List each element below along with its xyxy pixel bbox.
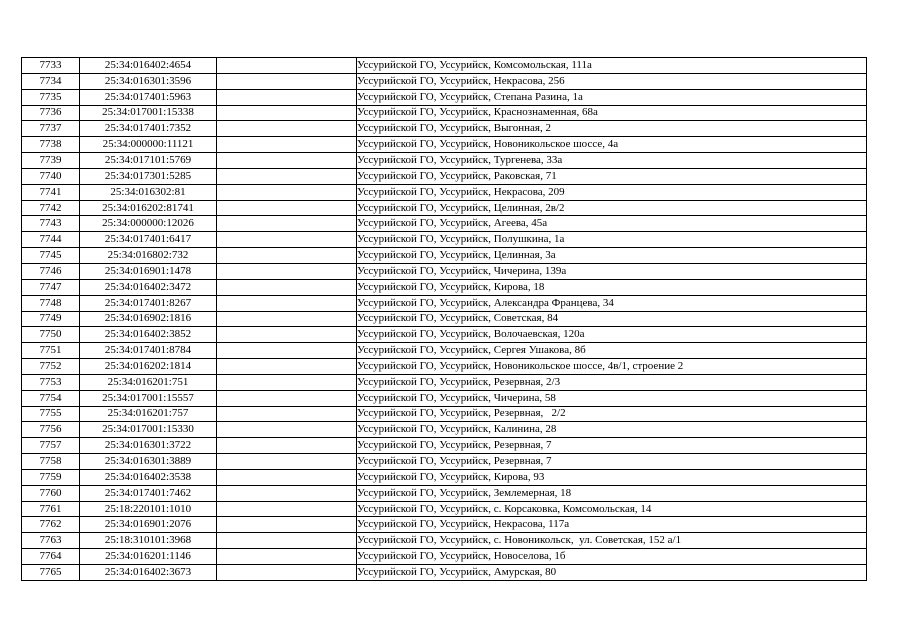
row-number-cell: 7752: [22, 359, 80, 375]
table-row: [22, 406, 867, 422]
table-row: [22, 533, 867, 549]
address-cell: Уссурийской ГО, Уссурийск, с. Корсаковка, Комсомольская, 14: [357, 501, 867, 517]
row-number-cell: 7751: [22, 343, 80, 359]
empty-cell: [217, 168, 357, 184]
row-number-cell: 7761: [22, 501, 80, 517]
empty-cell: [217, 121, 357, 137]
table-row: [22, 232, 867, 248]
address-cell: Уссурийской ГО, Уссурийск, Выгонная, 2: [357, 121, 867, 137]
table-row: [22, 263, 867, 279]
row-number-cell: 7740: [22, 168, 80, 184]
cadastral-number-cell: 25:18:220101:1010: [80, 501, 217, 517]
cadastral-number-cell: 25:34:017401:8267: [80, 295, 217, 311]
row-number-cell: 7744: [22, 232, 80, 248]
table-row: [22, 216, 867, 232]
address-cell: Уссурийской ГО, Уссурийск, Чичерина, 139а: [357, 263, 867, 279]
address-cell: Уссурийской ГО, Уссурийск, Резервная, 2/3: [357, 374, 867, 390]
cadastral-number-cell: 25:34:016201:757: [80, 406, 217, 422]
cadastral-number-cell: 25:34:016301:3889: [80, 454, 217, 470]
registry-table-body: [22, 58, 867, 581]
empty-cell: [217, 279, 357, 295]
table-row: [22, 517, 867, 533]
cadastral-number-cell: 25:34:016202:1814: [80, 359, 217, 375]
table-row: [22, 184, 867, 200]
cadastral-number-cell: 25:34:016202:81741: [80, 200, 217, 216]
empty-cell: [217, 422, 357, 438]
table-row: [22, 248, 867, 264]
address-cell: Уссурийской ГО, Уссурийск, Землемерная, 18: [357, 485, 867, 501]
row-number-cell: 7757: [22, 438, 80, 454]
cadastral-number-cell: 25:34:017401:6417: [80, 232, 217, 248]
address-cell: Уссурийской ГО, Уссурийск, Целинная, 3а: [357, 248, 867, 264]
table-row: [22, 454, 867, 470]
address-cell: Уссурийской ГО, Уссурийск, Кирова, 18: [357, 279, 867, 295]
table-row: [22, 485, 867, 501]
empty-cell: [217, 438, 357, 454]
registry-sheet: [21, 57, 867, 581]
cadastral-number-cell: 25:34:016802:732: [80, 248, 217, 264]
empty-cell: [217, 73, 357, 89]
cadastral-number-cell: 25:34:017401:7352: [80, 121, 217, 137]
empty-cell: [217, 248, 357, 264]
row-number-cell: 7763: [22, 533, 80, 549]
table-row: [22, 501, 867, 517]
table-row: [22, 121, 867, 137]
row-number-cell: 7738: [22, 137, 80, 153]
cadastral-number-cell: 25:34:016901:1478: [80, 263, 217, 279]
empty-cell: [217, 58, 357, 74]
table-row: [22, 343, 867, 359]
table-row: [22, 565, 867, 581]
address-cell: Уссурийской ГО, Уссурийск, Некрасова, 117а: [357, 517, 867, 533]
cadastral-number-cell: 25:34:017101:5769: [80, 153, 217, 169]
row-number-cell: 7760: [22, 485, 80, 501]
table-row: [22, 374, 867, 390]
empty-cell: [217, 359, 357, 375]
empty-cell: [217, 137, 357, 153]
row-number-cell: 7733: [22, 58, 80, 74]
row-number-cell: 7755: [22, 406, 80, 422]
cadastral-number-cell: 25:34:016201:1146: [80, 549, 217, 565]
address-cell: Уссурийской ГО, Уссурийск, Агеева, 45а: [357, 216, 867, 232]
empty-cell: [217, 549, 357, 565]
cadastral-number-cell: 25:34:000000:11121: [80, 137, 217, 153]
empty-cell: [217, 153, 357, 169]
address-cell: Уссурийской ГО, Уссурийск, Степана Разина, 1а: [357, 89, 867, 105]
address-cell: Уссурийской ГО, Уссурийск, Новоникольское шоссе, 4а: [357, 137, 867, 153]
table-row: [22, 279, 867, 295]
address-cell: Уссурийской ГО, Уссурийск, Тургенева, 33а: [357, 153, 867, 169]
cadastral-number-cell: 25:34:017001:15330: [80, 422, 217, 438]
cadastral-number-cell: 25:34:017001:15557: [80, 390, 217, 406]
empty-cell: [217, 263, 357, 279]
table-row: [22, 137, 867, 153]
address-cell: Уссурийской ГО, Уссурийск, Некрасова, 209: [357, 184, 867, 200]
cadastral-number-cell: 25:34:016402:4654: [80, 58, 217, 74]
table-row: [22, 73, 867, 89]
row-number-cell: 7754: [22, 390, 80, 406]
cadastral-number-cell: 25:18:310101:3968: [80, 533, 217, 549]
row-number-cell: 7749: [22, 311, 80, 327]
empty-cell: [217, 327, 357, 343]
empty-cell: [217, 469, 357, 485]
empty-cell: [217, 374, 357, 390]
row-number-cell: 7758: [22, 454, 80, 470]
empty-cell: [217, 406, 357, 422]
table-row: [22, 311, 867, 327]
row-number-cell: 7739: [22, 153, 80, 169]
cadastral-number-cell: 25:34:000000:12026: [80, 216, 217, 232]
empty-cell: [217, 533, 357, 549]
address-cell: Уссурийской ГО, Уссурийск, Калинина, 28: [357, 422, 867, 438]
table-row: [22, 549, 867, 565]
address-cell: Уссурийской ГО, Уссурийск, Некрасова, 256: [357, 73, 867, 89]
cadastral-number-cell: 25:34:017301:5285: [80, 168, 217, 184]
row-number-cell: 7737: [22, 121, 80, 137]
row-number-cell: 7736: [22, 105, 80, 121]
table-row: [22, 105, 867, 121]
table-row: [22, 295, 867, 311]
address-cell: Уссурийской ГО, Уссурийск, с. Новоникольск, ул. Советская, 152 а/1: [357, 533, 867, 549]
empty-cell: [217, 501, 357, 517]
address-cell: Уссурийской ГО, Уссурийск, Резервная, 7: [357, 454, 867, 470]
table-row: [22, 438, 867, 454]
empty-cell: [217, 105, 357, 121]
address-cell: Уссурийской ГО, Уссурийск, Комсомольская, 111а: [357, 58, 867, 74]
row-number-cell: 7745: [22, 248, 80, 264]
address-cell: Уссурийской ГО, Уссурийск, Новоникольское шоссе, 4в/1, строение 2: [357, 359, 867, 375]
row-number-cell: 7750: [22, 327, 80, 343]
table-row: [22, 422, 867, 438]
empty-cell: [217, 200, 357, 216]
row-number-cell: 7753: [22, 374, 80, 390]
cadastral-number-cell: 25:34:016901:2076: [80, 517, 217, 533]
row-number-cell: 7759: [22, 469, 80, 485]
cadastral-number-cell: 25:34:016201:751: [80, 374, 217, 390]
address-cell: Уссурийской ГО, Уссурийск, Новоселова, 1б: [357, 549, 867, 565]
address-cell: Уссурийской ГО, Уссурийск, Волочаевская, 120а: [357, 327, 867, 343]
row-number-cell: 7741: [22, 184, 80, 200]
table-row: [22, 390, 867, 406]
table-row: [22, 469, 867, 485]
table-row: [22, 200, 867, 216]
address-cell: Уссурийской ГО, Уссурийск, Целинная, 2в/2: [357, 200, 867, 216]
property-registry-table: [21, 57, 867, 581]
cadastral-number-cell: 25:34:016402:3538: [80, 469, 217, 485]
address-cell: Уссурийской ГО, Уссурийск, Полушкина, 1а: [357, 232, 867, 248]
empty-cell: [217, 184, 357, 200]
cadastral-number-cell: 25:34:016302:81: [80, 184, 217, 200]
address-cell: Уссурийской ГО, Уссурийск, Сергея Ушакова, 8б: [357, 343, 867, 359]
row-number-cell: 7764: [22, 549, 80, 565]
row-number-cell: 7734: [22, 73, 80, 89]
table-row: [22, 153, 867, 169]
table-row: [22, 58, 867, 74]
cadastral-number-cell: 25:34:017401:7462: [80, 485, 217, 501]
empty-cell: [217, 517, 357, 533]
address-cell: Уссурийской ГО, Уссурийск, Александра Францева, 34: [357, 295, 867, 311]
cadastral-number-cell: 25:34:016301:3722: [80, 438, 217, 454]
empty-cell: [217, 89, 357, 105]
row-number-cell: 7748: [22, 295, 80, 311]
address-cell: Уссурийской ГО, Уссурийск, Амурская, 80: [357, 565, 867, 581]
row-number-cell: 7756: [22, 422, 80, 438]
empty-cell: [217, 454, 357, 470]
address-cell: Уссурийской ГО, Уссурийск, Советская, 84: [357, 311, 867, 327]
empty-cell: [217, 311, 357, 327]
cadastral-number-cell: 25:34:017401:8784: [80, 343, 217, 359]
row-number-cell: 7742: [22, 200, 80, 216]
row-number-cell: 7765: [22, 565, 80, 581]
address-cell: Уссурийской ГО, Уссурийск, Кирова, 93: [357, 469, 867, 485]
cadastral-number-cell: 25:34:016301:3596: [80, 73, 217, 89]
address-cell: Уссурийской ГО, Уссурийск, Резервная, 7: [357, 438, 867, 454]
table-row: [22, 359, 867, 375]
cadastral-number-cell: 25:34:016402:3673: [80, 565, 217, 581]
address-cell: Уссурийской ГО, Уссурийск, Краснознаменная, 68а: [357, 105, 867, 121]
table-row: [22, 327, 867, 343]
empty-cell: [217, 565, 357, 581]
address-cell: Уссурийской ГО, Уссурийск, Чичерина, 58: [357, 390, 867, 406]
cadastral-number-cell: 25:34:016902:1816: [80, 311, 217, 327]
empty-cell: [217, 232, 357, 248]
row-number-cell: 7743: [22, 216, 80, 232]
empty-cell: [217, 390, 357, 406]
cadastral-number-cell: 25:34:016402:3852: [80, 327, 217, 343]
cadastral-number-cell: 25:34:017001:15338: [80, 105, 217, 121]
empty-cell: [217, 485, 357, 501]
row-number-cell: 7747: [22, 279, 80, 295]
table-row: [22, 89, 867, 105]
empty-cell: [217, 295, 357, 311]
empty-cell: [217, 216, 357, 232]
cadastral-number-cell: 25:34:017401:5963: [80, 89, 217, 105]
address-cell: Уссурийской ГО, Уссурийск, Раковская, 71: [357, 168, 867, 184]
row-number-cell: 7735: [22, 89, 80, 105]
cadastral-number-cell: 25:34:016402:3472: [80, 279, 217, 295]
address-cell: Уссурийской ГО, Уссурийск, Резервная, 2/2: [357, 406, 867, 422]
row-number-cell: 7762: [22, 517, 80, 533]
table-row: [22, 168, 867, 184]
row-number-cell: 7746: [22, 263, 80, 279]
empty-cell: [217, 343, 357, 359]
